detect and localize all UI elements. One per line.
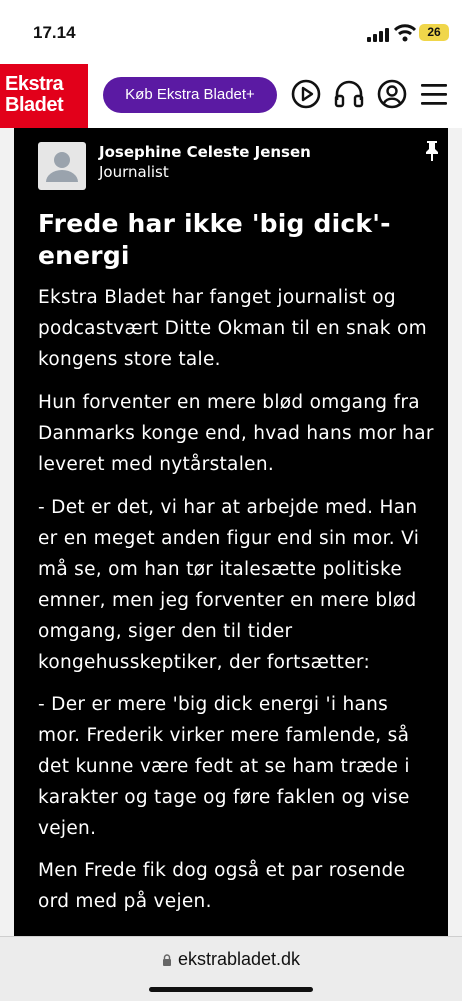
logo-line-1: Ekstra [5, 73, 64, 95]
buy-subscription-button[interactable]: Køb Ekstra Bladet+ [103, 77, 277, 113]
author-role: Journalist [99, 163, 169, 181]
url-display[interactable] [0, 949, 462, 970]
article-area [0, 128, 462, 938]
paragraph: Ekstra Bladet har fanget journalist og podcastvært Ditte Okman til en snak om kongens store tale. [38, 287, 427, 370]
paragraph: - Det er det, vi har at arbejde med. Han er en meget anden figur end sin mor. Vi må se, om han tør italesætte politiske emner, men jeg forventer en mere blød omgang, siger den til tider kongehusskeptiker, der fortsætter: [38, 497, 420, 673]
article-headline: Frede har ikke 'big dick'-energi [38, 209, 391, 270]
battery-indicator: 26 [419, 24, 449, 41]
url-text: ekstrabladet.dk [177, 949, 301, 969]
account-icon[interactable] [376, 78, 408, 110]
paragraph: Men Frede fik dog også et par rosende ord med på vejen. [38, 860, 406, 912]
wifi-icon [394, 24, 416, 42]
author-avatar [38, 142, 86, 190]
pin-icon [424, 140, 440, 162]
lock-icon [162, 954, 172, 966]
paragraph: Hun forventer en mere blød omgang fra Danmarks konge end, hvad hans mor har leveret med nytårstalen. [38, 392, 434, 475]
site-header [0, 64, 462, 128]
avatar-placeholder-icon [38, 142, 86, 190]
live-post-card [14, 128, 448, 938]
menu-icon[interactable] [418, 78, 450, 110]
signal-icon [367, 26, 389, 42]
status-time: 17.14 [33, 23, 76, 42]
ekstra-bladet-logo[interactable] [0, 64, 88, 128]
headphones-icon[interactable] [333, 78, 365, 110]
logo-line-2: Bladet [5, 94, 64, 116]
home-indicator [149, 987, 313, 992]
status-bar [0, 0, 462, 64]
author-name: Josephine Celeste Jensen [99, 143, 311, 161]
browser-address-bar[interactable] [0, 936, 462, 1001]
paragraph: - Der er mere 'big dick energi 'i hans mor. Frederik virker mere famlende, så det kunne være fedt at se ham træde i karakter og tage og føre faklen og vise vejen. [38, 694, 410, 839]
play-icon[interactable] [290, 78, 322, 110]
